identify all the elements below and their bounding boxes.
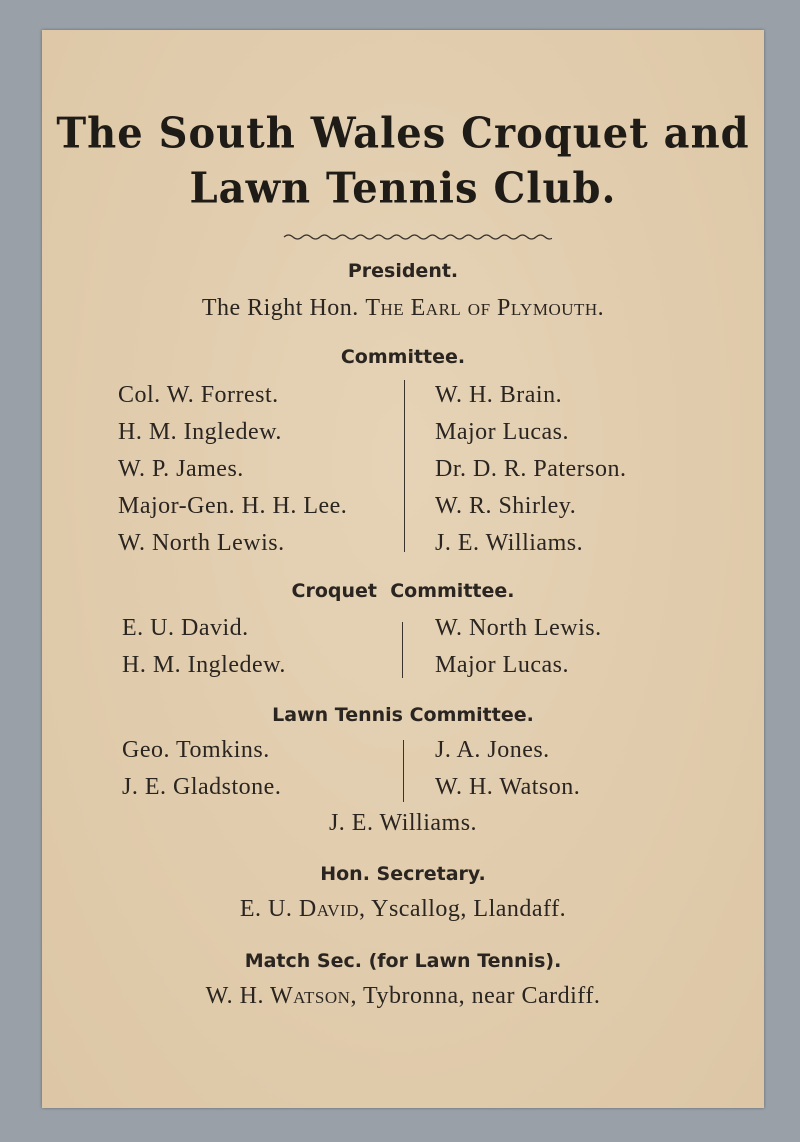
croquet-committee-heading: Croquet Committee.: [291, 580, 515, 602]
lawn-tennis-extra-member: J. E. Williams.: [328, 810, 478, 836]
hon-secretary-heading: Hon. Secretary.: [320, 863, 486, 885]
committee-divider: [404, 380, 405, 552]
wavy-rule-ornament: [282, 230, 552, 244]
lawn-tennis-committee-heading: Lawn Tennis Committee.: [272, 704, 534, 726]
club-title-line-1: The South Wales Croquet and: [56, 108, 750, 159]
hon-secretary-line: [42, 896, 764, 923]
lawn-tennis-member: J. A. Jones.: [435, 737, 550, 763]
croquet-left-column: [122, 610, 286, 684]
lawn-tennis-member: Geo. Tomkins.: [122, 737, 270, 763]
match-secretary-heading: Match Sec. (for Lawn Tennis).: [244, 950, 562, 972]
hon-secretary-address: , Yscallog, Llandaff.: [359, 896, 567, 922]
match-secretary-name: W. H. Watson: [205, 983, 351, 1009]
committee-member: W. R. Shirley.: [435, 493, 577, 519]
committee-member: W. North Lewis.: [118, 530, 285, 556]
committee-member: Dr. D. R. Paterson.: [435, 456, 627, 482]
croquet-member: W. North Lewis.: [435, 615, 602, 641]
committee-right-column: [435, 377, 627, 562]
president-name: The Earl of Plymouth: [365, 295, 598, 321]
committee-member: Col. W. Forrest.: [118, 382, 279, 408]
match-secretary-line: [42, 983, 764, 1010]
match-secretary-address: , Tybronna, near Cardiff.: [350, 983, 601, 1009]
croquet-member: Major Lucas.: [435, 652, 569, 678]
croquet-member: E. U. David.: [122, 615, 249, 641]
croquet-right-column: [435, 610, 602, 684]
lawn-tennis-left-column: [122, 732, 281, 806]
president-line: [42, 295, 764, 322]
committee-member: H. M. Ingledew.: [118, 419, 282, 445]
lawn-tennis-member: W. H. Watson.: [435, 774, 581, 800]
committee-heading: Committee.: [340, 346, 466, 368]
president-suffix: .: [597, 295, 605, 321]
president-heading: President.: [347, 260, 459, 282]
programme-card: [42, 30, 764, 1108]
lawn-tennis-member: J. E. Gladstone.: [122, 774, 282, 800]
lawn-tennis-divider: [403, 740, 404, 802]
president-prefix: The Right Hon.: [201, 295, 366, 321]
committee-member: Major Lucas.: [435, 419, 569, 445]
committee-member: W. P. James.: [118, 456, 244, 482]
committee-member: Major-Gen. H. H. Lee.: [118, 493, 348, 519]
club-title-line-2: Lawn Tennis Club.: [189, 163, 617, 214]
lawn-tennis-right-column: [435, 732, 580, 806]
croquet-member: H. M. Ingledew.: [122, 652, 286, 678]
hon-secretary-name: E. U. David: [239, 896, 359, 922]
committee-left-column: [118, 377, 347, 562]
committee-member: J. E. Williams.: [435, 530, 584, 556]
croquet-divider: [402, 622, 403, 678]
committee-member: W. H. Brain.: [435, 382, 563, 408]
